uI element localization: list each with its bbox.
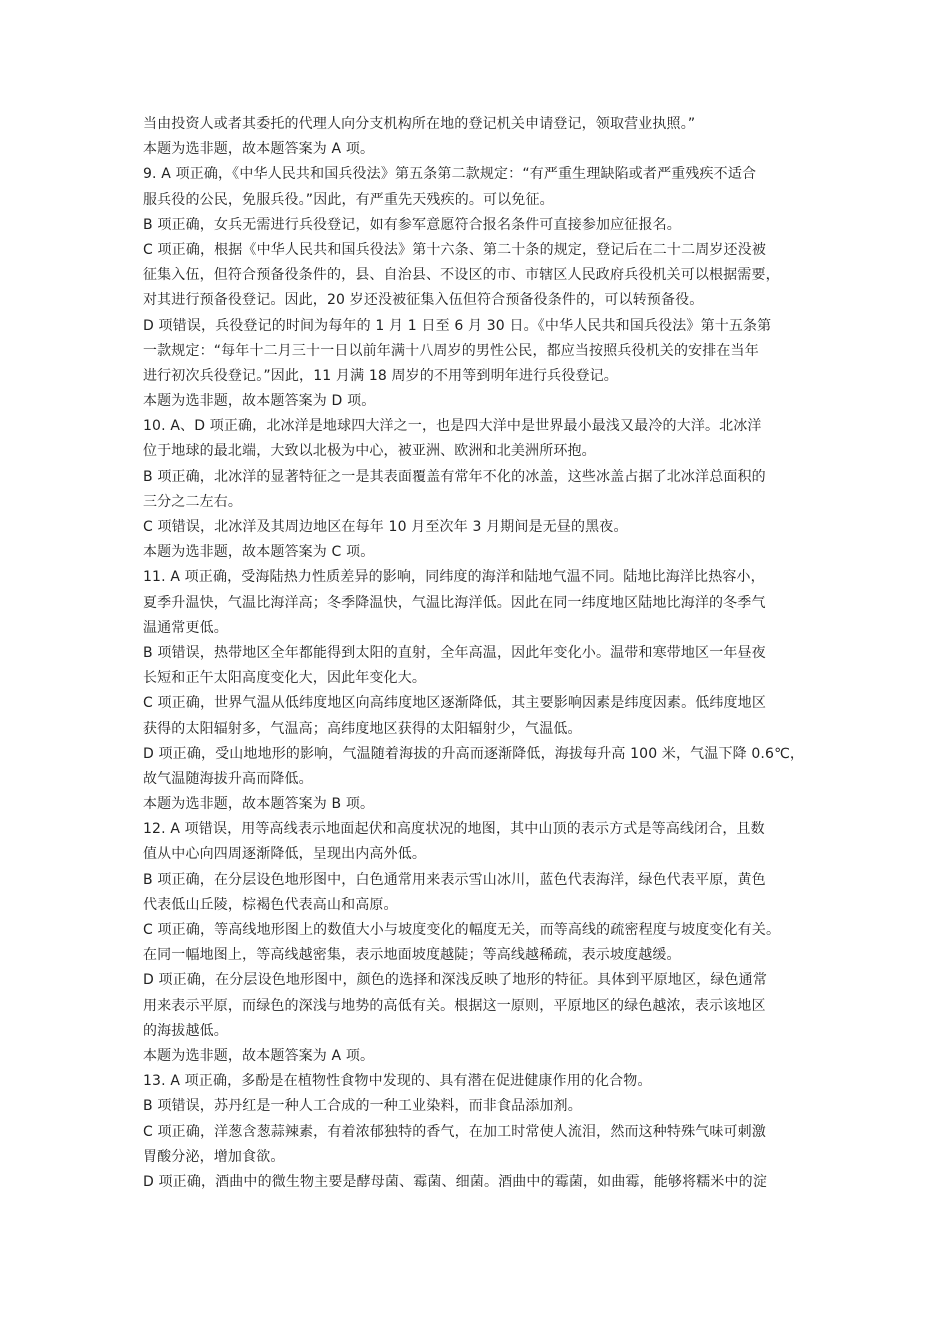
text-line: 用来表示平原，而绿色的深浅与地势的高低有关。根据这一原则，平原地区的绿色越浓，表示该地区 <box>143 997 766 1014</box>
text-line: 本题为选非题，故本题答案为 A 项。 <box>143 141 375 158</box>
text-line: D 项错误，兵役登记的时间为每年的 1 月 1 日至 6 月 30 日。《中华人民共和国兵役法》第十五条第 <box>143 317 772 334</box>
text-line: 对其进行预备役登记。因此，20 岁还没被征集入伍但符合预备役条件的，可以转预备役。 <box>143 292 704 309</box>
text-line: 故气温随海拔升高而降低。 <box>143 770 313 787</box>
text-line: 本题为选非题，故本题答案为 D 项。 <box>143 393 376 410</box>
text-line: B 项错误，苏丹红是一种人工合成的一种工业染料，而非食品添加剂。 <box>143 1098 582 1115</box>
text-line: C 项正确，等高线地形图上的数值大小与坡度变化的幅度无关，而等高线的疏密程度与坡度变化有关。 <box>143 922 781 938</box>
text-line: 服兵役的公民，免服兵役。”因此，有严重先天残疾的。可以免征。 <box>143 191 554 208</box>
text-line: 进行初次兵役登记。”因此，11 月满 18 周岁的不用等到明年进行兵役登记。 <box>143 367 618 384</box>
text-line: 代表低山丘陵，棕褐色代表高山和高原。 <box>143 896 398 913</box>
text-line: 11. A 项正确，受海陆热力性质差异的影响，同纬度的海洋和陆地气温不同。陆地比海洋比热容小， <box>143 569 765 586</box>
text-line: 13. A 项正确，多酚是在植物性食物中发现的、具有潜在促进健康作用的化合物。 <box>143 1073 652 1090</box>
text-line: 值从中心向四周逐渐降低，呈现出内高外低。 <box>143 846 426 863</box>
text-line: C 项正确，根据《中华人民共和国兵役法》第十六条、第二十条的规定，登记后在二十二周岁还没被 <box>143 241 766 258</box>
text-line: 征集入伍，但符合预备役条件的，县、自治县、不设区的市、市辖区人民政府兵役机关可以根据需要， <box>143 267 780 284</box>
text-line: 获得的太阳辐射多，气温高；高纬度地区获得的太阳辐射少，气温低。 <box>143 720 582 737</box>
text-line: C 项正确，洋葱含葱蒜辣素，有着浓郁独特的香气，在加工时常使人流泪，然而这种特殊气味可刺激 <box>143 1123 766 1140</box>
text-line: 12. A 项错误，用等高线表示地面起伏和高度状况的地图，其中山顶的表示方式是等高线闭合，且数 <box>143 821 765 838</box>
text-line: 的海拔越低。 <box>143 1022 228 1039</box>
answer-explanation-text <box>143 112 809 1195</box>
text-line: D 项正确，酒曲中的微生物主要是酵母菌、霉菌、细菌。酒曲中的霉菌，如曲霉，能够将糯米中的淀 <box>143 1173 767 1190</box>
text-line: 位于地球的最北端，大致以北极为中心，被亚洲、欧洲和北美洲所环抱。 <box>143 443 596 460</box>
text-line: 夏季升温快，气温比海洋高；冬季降温快，气温比海洋低。因此在同一纬度地区陆地比海洋的冬季气 <box>143 594 766 611</box>
text-line: 温通常更低。 <box>143 619 228 636</box>
text-line: 长短和正午太阳高度变化大，因此年变化大。 <box>143 670 426 687</box>
text-line: C 项错误，北冰洋及其周边地区在每年 10 月至次年 3 月期间是无昼的黑夜。 <box>143 519 628 535</box>
text-line: 9. A 项正确，《中华人民共和国兵役法》第五条第二款规定：“有严重生理缺陷或者严重残疾不适合 <box>143 166 757 183</box>
text-line: 10. A、D 项正确，北冰洋是地球四大洋之一，也是四大洋中是世界最小最浅又最冷的大洋。北冰洋 <box>143 418 762 435</box>
text-line: 一款规定：“每年十二月三十一日以前年满十八周岁的男性公民，都应当按照兵役机关的安排在当年 <box>143 342 759 359</box>
text-line: B 项正确，北冰洋的显著特征之一是其表面覆盖有常年不化的冰盖，这些冰盖占据了北冰洋总面积的 <box>143 468 766 485</box>
text-line: 三分之二左右。 <box>143 493 243 510</box>
text-line: D 项正确，受山地地形的影响，气温随着海拔的升高而逐渐降低，海拔每升高 100 米，气温下降 0.6℃， <box>143 745 805 762</box>
text-line: 当由投资人或者其委托的代理人向分支机构所在地的登记机关申请登记，领取营业执照。” <box>143 116 696 132</box>
text-line: 胃酸分泌，增加食欲。 <box>143 1148 285 1165</box>
text-line: 本题为选非题，故本题答案为 A 项。 <box>143 1047 375 1064</box>
text-line: 本题为选非题，故本题答案为 C 项。 <box>143 544 375 561</box>
text-line: B 项错误，热带地区全年都能得到太阳的直射，全年高温，因此年变化小。温带和寒带地区一年昼夜 <box>143 644 766 661</box>
text-line: 本题为选非题，故本题答案为 B 项。 <box>143 796 375 813</box>
text-line: D 项正确，在分层设色地形图中，颜色的选择和深浅反映了地形的特征。具体到平原地区，绿色通常 <box>143 972 767 989</box>
text-line: C 项正确，世界气温从低纬度地区向高纬度地区逐渐降低，其主要影响因素是纬度因素。低纬度地区 <box>143 695 766 712</box>
text-line: 在同一幅地图上，等高线越密集，表示地面坡度越陡；等高线越稀疏，表示坡度越缓。 <box>143 947 681 964</box>
text-line: B 项正确，女兵无需进行兵役登记，如有参军意愿符合报名条件可直接参加应征报名。 <box>143 216 681 233</box>
text-line: B 项正确，在分层设色地形图中，白色通常用来表示雪山冰川，蓝色代表海洋，绿色代表平原，黄色 <box>143 871 766 888</box>
